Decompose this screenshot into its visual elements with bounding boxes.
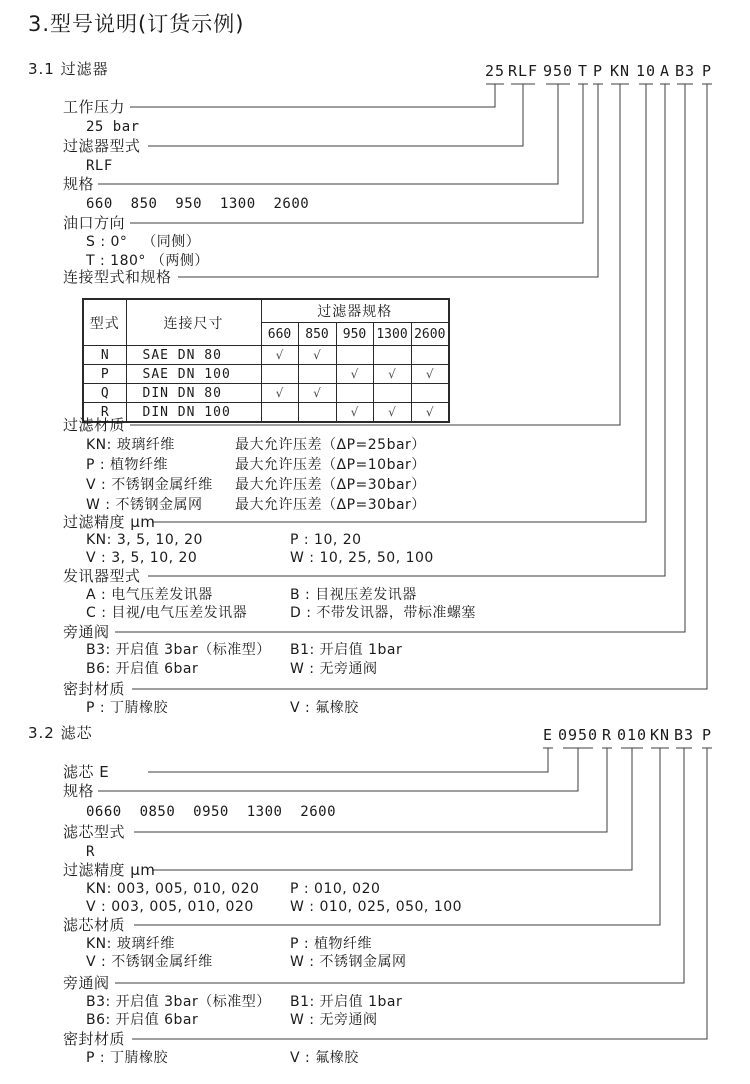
s1-seal-v: V : 氟橡胶 (290, 700, 359, 716)
s2-bypass-label: 旁通阀 (63, 974, 110, 992)
s1-code-port: T (577, 62, 589, 80)
s1-bypass-w: W : 无旁通阀 (290, 661, 378, 677)
s1-code-indicator: A (659, 62, 671, 80)
table-header-spec: 过滤器规格 (261, 299, 449, 323)
check-mark (373, 346, 411, 365)
s1-indicator-label: 发讯器型式 (63, 567, 141, 585)
cell-type: R (83, 403, 126, 423)
s2-precision-kn: KN: 003, 005, 010, 020 (86, 881, 260, 897)
s1-precision-kn: KN: 3, 5, 10, 20 (86, 532, 203, 548)
s1-material-w-dp: 最大允许压差（ΔP=30bar） (235, 497, 426, 513)
check-mark: √ (261, 346, 298, 365)
cell-type: N (83, 346, 126, 365)
check-mark: √ (336, 403, 373, 423)
s1-material-p-dp: 最大允许压差（ΔP=10bar） (235, 457, 426, 473)
s1-pressure-label: 工作压力 (63, 98, 126, 116)
s1-material-v-dp: 最大允许压差（ΔP=30bar） (235, 477, 426, 493)
s2-precision-v: V : 003, 005, 010, 020 (86, 899, 254, 915)
cell-type: Q (83, 384, 126, 403)
s1-code-bypass: B3 (674, 62, 696, 80)
s1-code-material: KN (609, 62, 631, 80)
page-title: 3.型号说明(订货示例) (28, 12, 245, 36)
s2-bypass-b3: B3: 开启值 3bar（标准型） (86, 994, 271, 1010)
s1-bypass-b3: B3: 开启值 3bar（标准型） (86, 642, 271, 658)
table-header-size-660: 660 (261, 323, 298, 346)
s1-code-precision: 10 (635, 62, 657, 80)
s2-material-label: 滤芯材质 (63, 916, 126, 934)
table-row (83, 403, 449, 423)
s1-code-pressure: 25 (484, 62, 506, 80)
s2-material-kn: KN: 玻璃纤维 (86, 936, 175, 952)
s2-code-size: 0950 (557, 726, 599, 744)
s2-precision-label: 过滤精度 μm (63, 861, 156, 879)
s1-material-w: W : 不锈钢金属网 (86, 497, 203, 513)
s1-type-label: 过滤器型式 (63, 137, 141, 155)
s2-type-value: R (86, 844, 95, 860)
cell-connection: DIN DN 80 (126, 384, 261, 403)
section1-heading: 3.1 过滤器 (28, 60, 109, 78)
s2-code-precision: 010 (616, 726, 648, 744)
s1-indicator-d: D : 不带发讯器，带标准螺塞 (290, 605, 476, 621)
check-mark (336, 346, 373, 365)
s1-port-label: 油口方向 (63, 214, 126, 232)
table-header-size-950: 950 (336, 323, 373, 346)
check-mark: √ (336, 365, 373, 384)
check-mark (373, 384, 411, 403)
check-mark: √ (298, 384, 336, 403)
s2-code-bypass: B3 (673, 726, 695, 744)
check-mark (298, 365, 336, 384)
check-mark: √ (373, 403, 411, 423)
check-mark (298, 403, 336, 423)
connection-spec-table (82, 298, 450, 423)
s1-connection-label: 连接型式和规格 (63, 268, 172, 286)
s1-code-seal: P (701, 62, 713, 80)
check-mark: √ (411, 365, 449, 384)
s2-precision-w: W : 010, 025, 050, 100 (290, 899, 463, 915)
s2-bypass-b1: B1: 开启值 1bar (290, 994, 403, 1010)
s2-precision-p: P : 010, 020 (290, 881, 381, 897)
table-row (83, 365, 449, 384)
table-header-type: 型式 (83, 299, 126, 346)
s2-bypass-w: W : 无旁通阀 (290, 1012, 378, 1028)
table-row (83, 384, 449, 403)
s2-seal-v: V : 氟橡胶 (290, 1050, 359, 1066)
table-header-size-1300: 1300 (373, 323, 411, 346)
s1-precision-p: P : 10, 20 (290, 532, 362, 548)
check-mark: √ (298, 346, 336, 365)
s1-seal-label: 密封材质 (63, 680, 126, 698)
s1-bypass-b1: B1: 开启值 1bar (290, 642, 403, 658)
s1-seal-p: P : 丁腈橡胶 (86, 700, 169, 716)
s1-port-option-s: S : 0° （同侧） (86, 234, 201, 250)
check-mark (336, 384, 373, 403)
s1-pressure-value: 25 bar (86, 119, 140, 135)
s1-code-series: RLF (507, 62, 539, 80)
table-row (83, 346, 449, 365)
cell-connection: SAE DN 80 (126, 346, 261, 365)
cell-connection: SAE DN 100 (126, 365, 261, 384)
table-header-size-850: 850 (298, 323, 336, 346)
s1-material-kn: KN: 玻璃纤维 (86, 437, 175, 453)
s1-precision-v: V : 3, 5, 10, 20 (86, 550, 198, 566)
s1-code-size: 950 (542, 62, 574, 80)
s2-size-value: 0660 0850 0950 1300 2600 (86, 804, 337, 820)
check-mark: √ (261, 384, 298, 403)
s1-material-kn-dp: 最大允许压差（ΔP=25bar） (235, 437, 426, 453)
s1-precision-label: 过滤精度 μm (63, 513, 156, 531)
s2-code-material: KN (649, 726, 671, 744)
s2-material-v: V : 不锈钢金属纤维 (86, 954, 213, 970)
s2-size-label: 规格 (63, 782, 95, 800)
check-mark: √ (411, 403, 449, 423)
s2-element-label: 滤芯 E (63, 763, 110, 781)
check-mark (261, 365, 298, 384)
s1-indicator-a: A : 电气压差发讯器 (86, 587, 213, 603)
s1-size-value: 660 850 950 1300 2600 (86, 196, 310, 212)
s1-indicator-b: B : 目视压差发讯器 (290, 587, 417, 603)
s1-port-option-t: T : 180° （两侧） (86, 253, 209, 269)
cell-type: P (83, 365, 126, 384)
table-header-connection: 连接尺寸 (126, 299, 261, 346)
s1-material-v: V : 不锈钢金属纤维 (86, 477, 213, 493)
check-mark: √ (373, 365, 411, 384)
s2-material-w: W : 不锈钢金属网 (290, 954, 407, 970)
s1-size-label: 规格 (63, 175, 95, 193)
s2-bypass-b6: B6: 开启值 6bar (86, 1012, 199, 1028)
s2-material-p: P : 植物纤维 (290, 936, 373, 952)
section2-heading: 3.2 滤芯 (28, 724, 93, 742)
cell-connection: DIN DN 100 (126, 403, 261, 423)
s1-indicator-c: C : 目视/电气压差发讯器 (86, 605, 248, 621)
s2-code-seal: P (701, 726, 713, 744)
s1-material-p: P : 植物纤维 (86, 457, 169, 473)
s2-seal-label: 密封材质 (63, 1030, 126, 1048)
s1-precision-w: W : 10, 25, 50, 100 (290, 550, 434, 566)
s1-type-value: RLF (86, 158, 113, 174)
s1-material-label: 过滤材质 (63, 416, 126, 434)
check-mark (261, 403, 298, 423)
s2-type-label: 滤芯型式 (63, 823, 126, 841)
table-header-size-2600: 2600 (411, 323, 449, 346)
s2-code-type: R (601, 726, 613, 744)
check-mark (411, 384, 449, 403)
s2-code-element: E (542, 726, 554, 744)
s1-bypass-b6: B6: 开启值 6bar (86, 661, 199, 677)
s1-bypass-label: 旁通阀 (63, 623, 110, 641)
s1-code-connection: P (592, 62, 604, 80)
s2-seal-p: P : 丁腈橡胶 (86, 1050, 169, 1066)
check-mark (411, 346, 449, 365)
